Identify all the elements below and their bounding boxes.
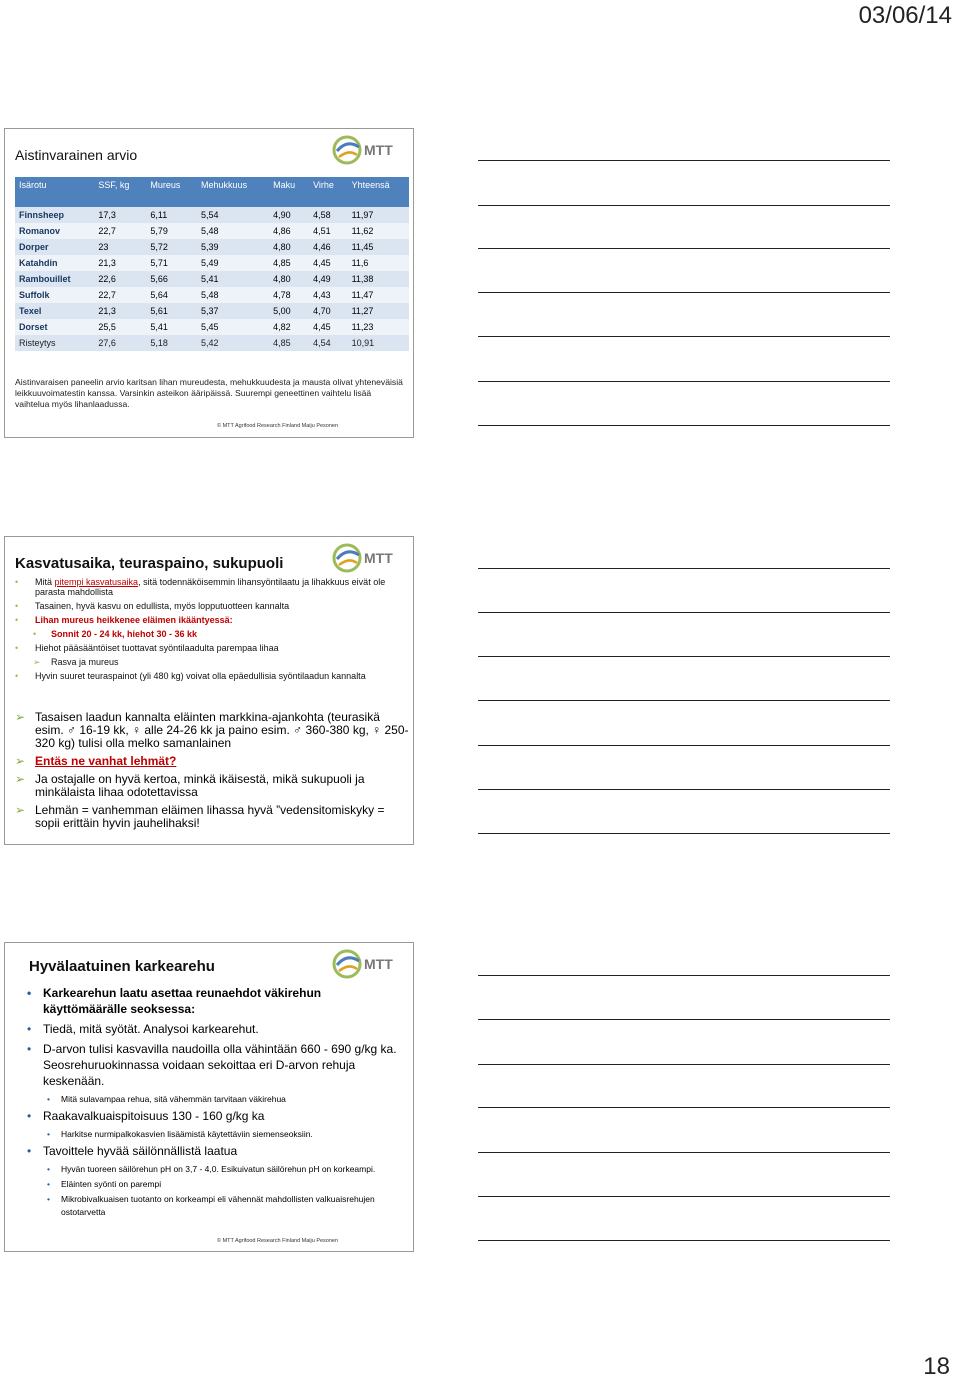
list-item xyxy=(13,804,409,830)
bullet-icon: • xyxy=(47,1164,50,1174)
table-cell: 4,86 xyxy=(269,223,309,239)
list-item xyxy=(13,671,405,681)
col-header: SSF, kg xyxy=(94,177,146,207)
list-item-text: Rasva ja mureus xyxy=(51,657,119,667)
table-cell: 11,23 xyxy=(348,319,409,335)
list-item-text: Raakavalkuaispitoisuus 130 - 160 g/kg ka xyxy=(43,1109,265,1123)
table-cell: 5,41 xyxy=(197,271,269,287)
col-header: Virhe xyxy=(309,177,347,207)
arrow-bullet-icon: ➢ xyxy=(33,657,41,667)
list-item xyxy=(13,577,405,597)
table-cell: 4,80 xyxy=(269,271,309,287)
bullet-icon: • xyxy=(47,1094,50,1104)
note-line xyxy=(478,1152,890,1153)
table-cell: Finnsheep xyxy=(15,207,94,223)
table-cell: 5,54 xyxy=(197,207,269,223)
bullet-icon: • xyxy=(47,1129,50,1139)
note-line xyxy=(478,700,890,701)
list-item-text: Tasaisen laadun kannalta eläinten markkina-ajankohta (teurasikä esim. ♂ 16-19 kk, ♀ alle 24-26 kk ja paino esim. ♂ 360-380 kg, ♀ 250-320 kg) tulisi olla melko samanlainen xyxy=(35,710,409,750)
table-cell: 4,78 xyxy=(269,287,309,303)
table-cell: 4,70 xyxy=(309,303,347,319)
list-item-text: Lehmän = vanhemman eläimen lihassa hyvä ”vedensitomiskyky = sopii erittäin hyvin jauhelihaksi! xyxy=(35,803,385,830)
note-line xyxy=(478,1064,890,1065)
table-cell: Dorset xyxy=(15,319,94,335)
table-cell: 5,42 xyxy=(197,335,269,351)
note-line xyxy=(478,292,890,293)
note-line xyxy=(478,205,890,206)
list-item xyxy=(27,1163,397,1176)
table-cell: 4,90 xyxy=(269,207,309,223)
list-item xyxy=(13,615,405,625)
bullet-icon: • xyxy=(15,601,19,611)
mtt-logo xyxy=(331,541,401,573)
table-cell: 21,3 xyxy=(94,303,146,319)
arrow-bullet-icon: ➢ xyxy=(15,772,26,786)
col-header: Mureus xyxy=(146,177,197,207)
note-line xyxy=(478,160,890,161)
note-line xyxy=(478,833,890,834)
list-item-text: Mitä xyxy=(35,577,55,587)
table-cell: 5,66 xyxy=(146,271,197,287)
bullet-list xyxy=(13,577,405,685)
table-cell: 5,00 xyxy=(269,303,309,319)
list-item xyxy=(13,711,409,750)
bullet-icon: • xyxy=(15,577,19,587)
slide-karkearehu xyxy=(4,942,414,1252)
list-item xyxy=(27,1143,397,1159)
table-cell: 11,45 xyxy=(348,239,409,255)
list-item xyxy=(27,1108,397,1124)
bullet-icon: • xyxy=(15,643,19,653)
bullet-icon: • xyxy=(27,1042,32,1056)
list-item xyxy=(27,1021,397,1037)
list-item-text: Harkitse nurmipalkokasvien lisäämistä käytettäviin siemenseoksiin. xyxy=(61,1129,313,1139)
note-line xyxy=(478,612,890,613)
list-item-text: Hyvän tuoreen säilörehun pH on 3,7 - 4,0. Esikuivatun säilörehun pH on korkeampi. xyxy=(61,1164,376,1174)
list-item xyxy=(13,601,405,611)
note-line xyxy=(478,789,890,790)
list-item-text: Mitä sulavampaa rehua, sitä vähemmän tarvitaan väkirehua xyxy=(61,1094,286,1104)
table-cell: 4,49 xyxy=(309,271,347,287)
table-cell: 10,91 xyxy=(348,335,409,351)
table-cell: 11,62 xyxy=(348,223,409,239)
note-line xyxy=(478,1240,890,1241)
note-line xyxy=(478,425,890,426)
table-cell: 4,85 xyxy=(269,335,309,351)
list-item xyxy=(27,1093,397,1106)
col-header: Isärotu xyxy=(15,177,94,207)
table-cell: 27,6 xyxy=(94,335,146,351)
table-cell: 5,48 xyxy=(197,287,269,303)
slide-title: Aistinvarainen arvio xyxy=(15,147,138,163)
table-header-row xyxy=(15,177,409,207)
slide-note: Aistinvaraisen paneelin arvio karitsan lihan mureudesta, mehukkuudesta ja mausta olivat yhteneväisiä leikkuuvoimatestin kanssa. Varsinkin asteikon ääripäissä. Suurempi geneettinen vaihtelu lisää vaihtelua myös lihanlaadussa. xyxy=(15,377,403,409)
table-cell: Dorper xyxy=(15,239,94,255)
arrow-bullet-icon: ➢ xyxy=(15,710,26,724)
table-cell: 4,54 xyxy=(309,335,347,351)
page-number: 18 xyxy=(923,1353,950,1380)
list-item xyxy=(27,985,397,1017)
list-item-text: Lihan mureus heikkenee eläimen ikääntyessä: xyxy=(35,615,233,625)
arrow-list xyxy=(13,711,409,835)
list-item xyxy=(27,1178,397,1191)
note-line xyxy=(478,568,890,569)
bullet-icon: • xyxy=(33,629,37,639)
note-line xyxy=(478,1107,890,1108)
table-cell: 4,46 xyxy=(309,239,347,255)
table-cell: 5,72 xyxy=(146,239,197,255)
table-cell: 5,64 xyxy=(146,287,197,303)
table-cell: 5,48 xyxy=(197,223,269,239)
table-cell: 22,6 xyxy=(94,271,146,287)
table-cell: 5,71 xyxy=(146,255,197,271)
note-line xyxy=(478,975,890,976)
slide-aistinvarainen-arvio xyxy=(4,128,414,438)
mtt-logo xyxy=(331,947,401,979)
bullet-icon: • xyxy=(47,1179,50,1189)
list-item-text: , sitä todennäköisemmin lihansyöntilaatu ja lihakkuus eivät ole parasta mahdollista xyxy=(35,577,386,597)
list-item-text: D-arvon tulisi kasvavilla naudoilla olla vähintään 660 - 690 g/kg ka. Seosrehuruokinnassa voidaan sekoittaa eri D-arvon rehuja keskenään. xyxy=(43,1042,397,1088)
note-line xyxy=(478,656,890,657)
table-cell: 11,97 xyxy=(348,207,409,223)
table-cell: 4,82 xyxy=(269,319,309,335)
list-item-text: Mikrobivalkuaisen tuotanto on korkeampi eli vähennät mahdollisten valkuaisrehujen ostotarvetta xyxy=(61,1194,375,1217)
note-line xyxy=(478,381,890,382)
table-cell: 5,41 xyxy=(146,319,197,335)
col-header: Mehukkuus xyxy=(197,177,269,207)
list-item xyxy=(27,1128,397,1141)
list-item-text: Ja ostajalle on hyvä kertoa, minkä ikäisestä, mikä sukupuoli ja minkälaista lihaa odotettavissa xyxy=(35,772,365,799)
list-item xyxy=(27,1193,397,1219)
note-line xyxy=(478,1019,890,1020)
table-cell: 17,3 xyxy=(94,207,146,223)
slide-title: Kasvatusaika, teuraspaino, sukupuoli xyxy=(15,555,284,572)
table-cell: 4,80 xyxy=(269,239,309,255)
col-header: Yhteensä xyxy=(348,177,409,207)
table-cell: 5,79 xyxy=(146,223,197,239)
list-item xyxy=(13,773,409,799)
col-header: Maku xyxy=(269,177,309,207)
note-line xyxy=(478,1196,890,1197)
list-item-text: Hyvin suuret teuraspainot (yli 480 kg) voivat olla epäedullisia syöntilaadun kannalta xyxy=(35,671,366,681)
table-row xyxy=(15,223,409,239)
bullet-icon: • xyxy=(27,1109,32,1123)
table-cell: 4,45 xyxy=(309,319,347,335)
table-row xyxy=(15,303,409,319)
list-item-text: Tasainen, hyvä kasvu on edullista, myös lopputuotteen kannalta xyxy=(35,601,290,611)
list-item-text: Tiedä, mitä syötät. Analysoi karkearehut. xyxy=(43,1022,259,1036)
table-cell: 5,45 xyxy=(197,319,269,335)
note-line xyxy=(478,248,890,249)
table-cell: 11,6 xyxy=(348,255,409,271)
table-row xyxy=(15,287,409,303)
list-item xyxy=(13,629,405,639)
slide-title: Hyvälaatuinen karkearehu xyxy=(29,958,215,975)
table-cell: 21,3 xyxy=(94,255,146,271)
table-cell: Texel xyxy=(15,303,94,319)
table-cell: Suffolk xyxy=(15,287,94,303)
bullet-icon: • xyxy=(27,1144,32,1158)
table-row xyxy=(15,239,409,255)
table-cell: 5,37 xyxy=(197,303,269,319)
table-cell: 25,5 xyxy=(94,319,146,335)
table-cell: 4,45 xyxy=(309,255,347,271)
bullet-icon: • xyxy=(47,1194,50,1204)
table-cell: 5,61 xyxy=(146,303,197,319)
table-cell: 11,38 xyxy=(348,271,409,287)
list-item-text: Karkearehun laatu asettaa reunaehdot väkirehun käyttömäärälle seoksessa: xyxy=(43,986,322,1016)
bullet-icon: • xyxy=(27,1022,32,1036)
table-row xyxy=(15,335,409,351)
list-item-text: Tavoittele hyvää säilönnällistä laatua xyxy=(43,1144,238,1158)
table-cell: 11,27 xyxy=(348,303,409,319)
bullet-list xyxy=(27,985,397,1221)
list-item-text: Hiehot pääsääntöiset tuottavat syöntilaadulta parempaa lihaa xyxy=(35,643,279,653)
svg-text:MTT: MTT xyxy=(364,956,393,972)
table-cell: Risteytys xyxy=(15,335,94,351)
list-item xyxy=(13,643,405,653)
table-cell: Romanov xyxy=(15,223,94,239)
slide-kasvatusaika xyxy=(4,536,414,845)
highlight-link: pitempi kasvatusaika xyxy=(54,577,139,587)
bullet-icon: • xyxy=(15,671,19,681)
list-item xyxy=(27,1041,397,1089)
page-date: 03/06/14 xyxy=(858,2,952,29)
note-line xyxy=(478,336,890,337)
table-row xyxy=(15,319,409,335)
bullet-icon: • xyxy=(15,615,19,625)
table-cell: 4,51 xyxy=(309,223,347,239)
table-row xyxy=(15,207,409,223)
note-line xyxy=(478,745,890,746)
arrow-bullet-icon: ➢ xyxy=(15,754,26,768)
table-cell: 22,7 xyxy=(94,287,146,303)
table-cell: 4,43 xyxy=(309,287,347,303)
table-row xyxy=(15,271,409,287)
table-cell: 4,58 xyxy=(309,207,347,223)
list-item xyxy=(13,657,405,667)
arrow-bullet-icon: ➢ xyxy=(15,803,26,817)
table-row xyxy=(15,255,409,271)
bullet-icon: • xyxy=(27,986,32,1000)
table-cell: 6,11 xyxy=(146,207,197,223)
copyright-text: © MTT Agrifood Research Finland Maiju Pesonen xyxy=(217,1238,339,1244)
table-cell: 22,7 xyxy=(94,223,146,239)
sensory-table xyxy=(15,177,409,351)
list-item-text: Sonnit 20 - 24 kk, hiehot 30 - 36 kk xyxy=(51,629,198,639)
table-cell: 23 xyxy=(94,239,146,255)
table-cell: 5,49 xyxy=(197,255,269,271)
table-cell: Katahdin xyxy=(15,255,94,271)
table-cell: 5,39 xyxy=(197,239,269,255)
table-cell: 11,47 xyxy=(348,287,409,303)
list-item xyxy=(13,755,409,768)
list-item-text: Eläinten syönti on parempi xyxy=(61,1179,162,1189)
copyright-text: © MTT Agrifood Research Finland Maiju Pesonen xyxy=(217,423,339,429)
table-cell: 5,18 xyxy=(146,335,197,351)
svg-text:MTT: MTT xyxy=(364,550,393,566)
table-cell: Rambouillet xyxy=(15,271,94,287)
list-item-text: Entäs ne vanhat lehmät? xyxy=(35,754,177,768)
mtt-logo xyxy=(331,133,401,165)
svg-text:MTT: MTT xyxy=(364,142,393,158)
table-cell: 4,85 xyxy=(269,255,309,271)
